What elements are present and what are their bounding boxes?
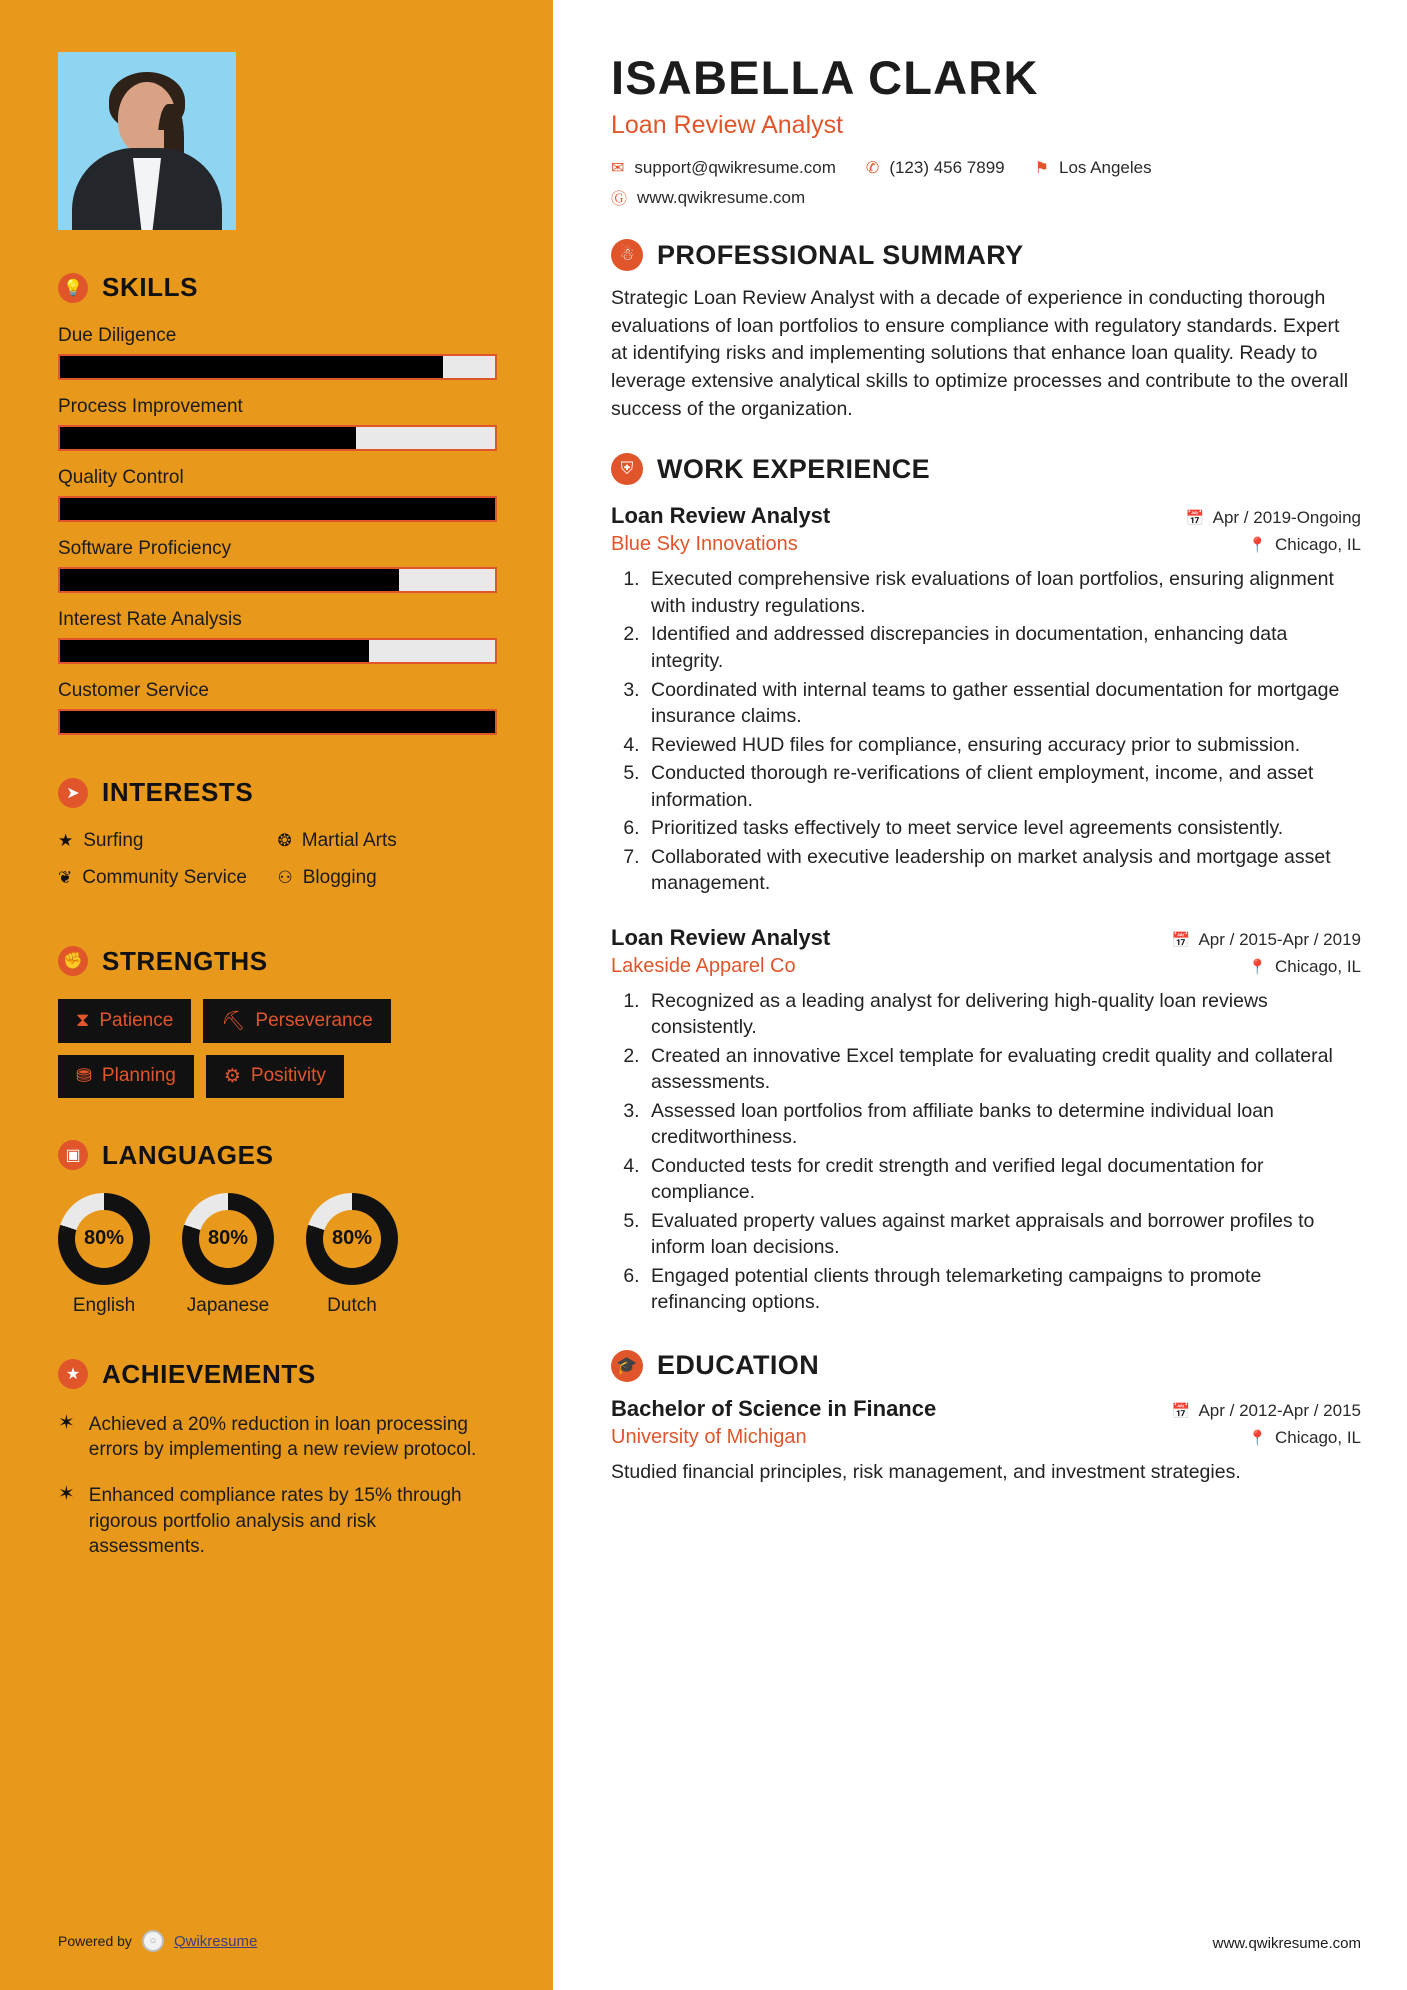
- location-pin-icon: 📍: [1248, 537, 1267, 555]
- location-pin-icon: ⚑: [1034, 160, 1049, 177]
- professional-summary-text: Strategic Loan Review Analyst with a decade of experience in conducting thorough evaluations of loan portfolios to ensure compliance with regulatory standards. Expert at identifying risks and implementing solutions that enhance loan quality. Ready to leverage extensive analytical skills to optimize processes and contribute to the overall success of the organization.: [611, 287, 1349, 420]
- experience-company: Lakeside Apparel Co: [611, 954, 796, 977]
- strength-label: Patience: [99, 1009, 174, 1031]
- bullet-item: 2. Created an innovative Excel template for evaluating credit quality and collateral assessments.: [645, 1043, 1361, 1096]
- interest-label: Community Service: [82, 866, 247, 888]
- skill-label: Due Diligence: [58, 325, 177, 346]
- experience-location-text: Chicago, IL: [1275, 956, 1361, 976]
- skill-label: Software Proficiency: [58, 538, 232, 559]
- skill-item: [58, 325, 497, 380]
- skill-label: Interest Rate Analysis: [58, 609, 242, 630]
- phone-icon: ✆: [865, 160, 880, 177]
- experience-location: [1248, 957, 1361, 977]
- achievements-title: ACHIEVEMENTS: [102, 1358, 316, 1389]
- skill-bar: [58, 425, 497, 451]
- language-name: Dutch: [327, 1294, 377, 1316]
- lightbulb-icon: 💡: [58, 273, 88, 303]
- bullet-item: 4. Conducted tests for credit strength and verified legal documentation for compliance.: [645, 1153, 1361, 1206]
- interest-item: [278, 867, 498, 890]
- skills-heading: [58, 272, 497, 303]
- achievements-heading: [58, 1359, 497, 1390]
- bullet-item: 5. Evaluated property values against market appraisals and borrower profiles to inform loan decisions.: [645, 1208, 1361, 1261]
- experience-company: Blue Sky Innovations: [611, 533, 798, 556]
- professional-summary-section: [611, 239, 1361, 423]
- education-school: University of Michigan: [611, 1425, 807, 1448]
- strength-chip: [58, 1055, 194, 1098]
- interests-section: [58, 777, 497, 904]
- globe-icon: Ⓖ: [611, 191, 628, 208]
- calendar-icon: 📅: [1171, 1402, 1191, 1420]
- sun-gear-icon: ⚙: [223, 1065, 241, 1087]
- skill-label: Customer Service: [58, 680, 209, 701]
- skill-item: [58, 680, 497, 735]
- achievement-star-icon: ✶: [58, 1482, 75, 1505]
- education-section: [611, 1350, 1361, 1486]
- envelope-icon: ✉: [611, 160, 625, 177]
- language-item: [182, 1193, 274, 1317]
- achievements-section: [58, 1359, 497, 1560]
- experience-bullets: [645, 988, 1361, 1316]
- strength-label: Positivity: [250, 1065, 326, 1087]
- bullet-item: 2. Identified and addressed discrepancies in documentation, enhancing data integrity.: [645, 621, 1361, 674]
- education-dates-text: Apr / 2012-Apr / 2015: [1198, 1400, 1361, 1420]
- blogging-icon: ⚇: [277, 867, 293, 887]
- education-description: Studied financial principles, risk management, and investment strategies.: [611, 1460, 1241, 1483]
- experience-location-text: Chicago, IL: [1275, 535, 1361, 555]
- main-content: [553, 0, 1407, 1990]
- education-location: [1248, 1428, 1361, 1448]
- contact-list: [611, 158, 1361, 209]
- achievement-text: Achieved a 20% reduction in loan processing errors by implementing a new review protocol.: [88, 1413, 477, 1461]
- language-item: [306, 1193, 398, 1317]
- strength-chip: [203, 999, 390, 1043]
- experience-bullets: [645, 566, 1361, 896]
- strengths-heading: [58, 946, 497, 977]
- interest-item: [58, 830, 278, 853]
- achievement-item: [58, 1412, 497, 1463]
- hourglass-icon: ⧗: [76, 1009, 90, 1031]
- work-experience-title: WORK EXPERIENCE: [657, 453, 931, 484]
- experience-location: [1248, 535, 1361, 555]
- contact-website: [611, 186, 1361, 209]
- qwikresume-logo-icon: ○: [142, 1930, 164, 1952]
- interest-item: [278, 830, 498, 853]
- education-location-text: Chicago, IL: [1275, 1427, 1361, 1447]
- skill-bar: [58, 638, 497, 664]
- language-progress-ring: [182, 1193, 274, 1285]
- strengths-section: [58, 946, 497, 1098]
- achievement-item: [58, 1483, 497, 1560]
- language-item: [58, 1193, 150, 1317]
- page-title: ISABELLA CLARK: [611, 51, 1039, 104]
- interests-heading: [58, 777, 497, 808]
- language-name: Japanese: [186, 1294, 270, 1316]
- powered-by: [58, 1930, 257, 1952]
- skill-item: [58, 396, 497, 451]
- work-experience-heading: [611, 453, 1361, 485]
- interest-label: Surfing: [83, 830, 144, 851]
- work-experience-section: [611, 453, 1361, 1315]
- language-progress-ring: [58, 1193, 150, 1285]
- interest-label: Blogging: [302, 866, 377, 888]
- contact-phone-text: (123) 456 7899: [889, 158, 1005, 177]
- star-icon: ★: [58, 831, 74, 850]
- bullet-item: 3. Assessed loan portfolios from affiliate banks to determine individual loan creditworthiness.: [645, 1098, 1361, 1151]
- education-degree: Bachelor of Science in Finance: [611, 1395, 937, 1421]
- interests-title: INTERESTS: [102, 777, 254, 807]
- sidebar: [0, 0, 553, 1990]
- experience-dates: [1186, 508, 1361, 528]
- experience-dates-text: Apr / 2019-Ongoing: [1212, 508, 1361, 528]
- strength-label: Planning: [101, 1065, 176, 1087]
- experience-item: [611, 503, 1361, 896]
- language-name: English: [72, 1294, 136, 1316]
- footer-website[interactable]: www.qwikresume.com: [1212, 1935, 1361, 1952]
- pickaxe-icon: ⛏: [221, 1010, 246, 1032]
- bullet-item: 5. Conducted thorough re-verifications of client employment, income, and asset information.: [645, 760, 1361, 813]
- bullet-item: 7. Collaborated with executive leadership on market analysis and mortgage asset management.: [645, 844, 1361, 897]
- contact-location-text: Los Angeles: [1058, 158, 1152, 177]
- skill-label: Process Improvement: [58, 396, 243, 417]
- education-heading: [611, 1350, 1361, 1382]
- strength-chip: [206, 1055, 344, 1098]
- bullet-item: 1. Recognized as a leading analyst for delivering high-quality loan reviews consistently.: [645, 988, 1361, 1041]
- experience-job-title: Loan Review Analyst: [611, 503, 831, 529]
- job-role-subtitle: Loan Review Analyst: [611, 111, 844, 139]
- achievement-star-icon: ✶: [58, 1411, 75, 1434]
- experience-dates: [1172, 930, 1361, 950]
- star-badge-icon: ★: [58, 1359, 88, 1389]
- avatar: [58, 52, 236, 230]
- interest-label: Martial Arts: [301, 830, 397, 851]
- bullet-item: 3. Coordinated with internal teams to gather essential documentation for mortgage insurance claims.: [645, 677, 1361, 730]
- skill-bar: [58, 354, 497, 380]
- bullet-item: 4. Reviewed HUD files for compliance, ensuring accuracy prior to submission.: [645, 732, 1361, 759]
- skill-bar: [58, 567, 497, 593]
- languages-title: LANGUAGES: [102, 1139, 274, 1170]
- skill-item: [58, 538, 497, 593]
- skills-title: SKILLS: [102, 272, 199, 302]
- languages-heading: [58, 1140, 497, 1171]
- fist-icon: ✊: [58, 946, 88, 976]
- heart-hand-icon: ❦: [58, 867, 73, 887]
- skill-bar: [58, 709, 497, 735]
- languages-section: [58, 1140, 497, 1317]
- interest-item: [58, 867, 278, 890]
- language-percent: 80%: [323, 1210, 381, 1268]
- language-percent: 80%: [75, 1210, 133, 1268]
- location-pin-icon: 📍: [1248, 958, 1267, 976]
- id-card-icon: ▣: [58, 1140, 88, 1170]
- professional-summary-heading: [611, 239, 1361, 271]
- contact-email: [611, 158, 836, 178]
- contact-location: [1035, 158, 1152, 178]
- education-title: EDUCATION: [657, 1350, 820, 1381]
- experience-item: [611, 925, 1361, 1316]
- achievement-text: Enhanced compliance rates by 15% through rigorous portfolio analysis and risk assessments.: [88, 1484, 462, 1558]
- bullet-item: 6. Prioritized tasks effectively to meet service level agreements consistently.: [645, 815, 1361, 842]
- contact-phone: [866, 158, 1005, 178]
- contact-email-text[interactable]: support@qwikresume.com: [634, 158, 836, 177]
- powered-by-label: Powered by: [58, 1933, 132, 1949]
- language-progress-ring: [306, 1193, 398, 1285]
- education-dates: [1172, 1401, 1361, 1421]
- location-pin-icon: 📍: [1248, 1429, 1267, 1447]
- strength-label: Perseverance: [255, 1009, 373, 1031]
- experience-dates-text: Apr / 2015-Apr / 2019: [1198, 929, 1361, 949]
- calendar-icon: 📅: [1171, 931, 1191, 949]
- paper-plane-icon: ➤: [58, 778, 88, 808]
- calendar-icon: ⛃: [76, 1065, 92, 1087]
- qwikresume-link[interactable]: Qwikresume: [173, 1932, 258, 1950]
- user-circle-icon: ☃: [611, 239, 643, 271]
- professional-summary-title: PROFESSIONAL SUMMARY: [657, 239, 1024, 270]
- skill-label: Quality Control: [58, 467, 184, 488]
- language-percent: 80%: [199, 1210, 257, 1268]
- briefcase-icon: ⛨: [611, 453, 643, 485]
- bullet-item: 1. Executed comprehensive risk evaluations of loan portfolios, ensuring alignment with industry regulations.: [645, 566, 1361, 619]
- martial-arts-icon: ❂: [277, 831, 292, 850]
- skill-item: [58, 467, 497, 522]
- experience-job-title: Loan Review Analyst: [611, 924, 831, 950]
- skills-section: [58, 272, 497, 735]
- skill-bar: [58, 496, 497, 522]
- bullet-item: 6. Engaged potential clients through telemarketing campaigns to promote refinancing options.: [645, 1263, 1361, 1316]
- calendar-icon: 📅: [1185, 510, 1205, 528]
- strength-chip: [58, 999, 191, 1043]
- graduation-cap-icon: 🎓: [611, 1350, 643, 1382]
- contact-website-text[interactable]: www.qwikresume.com: [637, 187, 806, 207]
- strengths-title: STRENGTHS: [102, 945, 268, 976]
- skill-item: [58, 609, 497, 664]
